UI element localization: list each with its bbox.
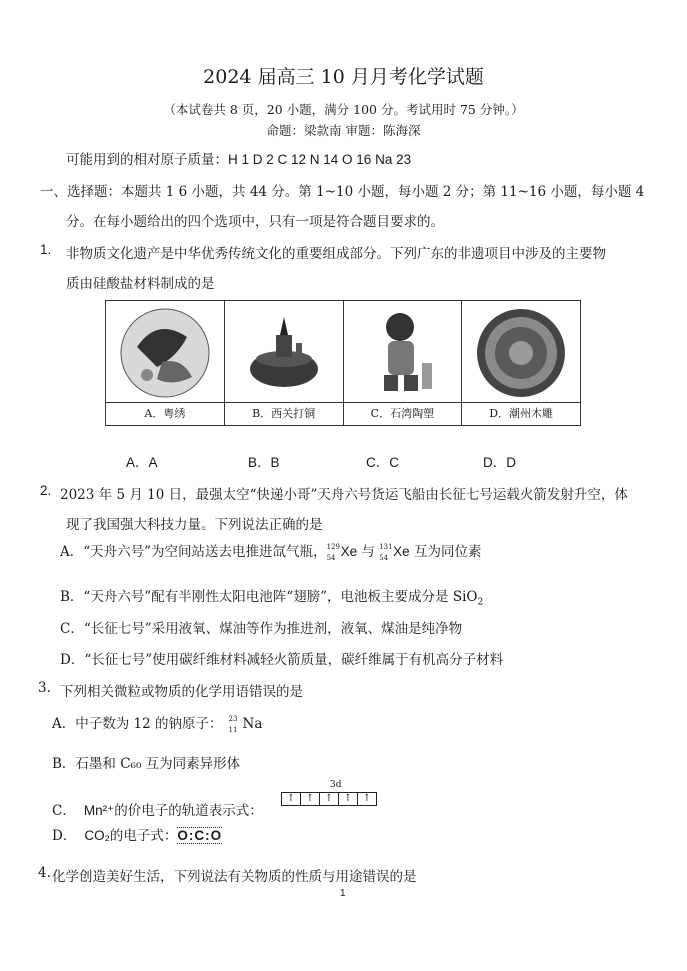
q1-caption-b: B．西关打铜 (225, 402, 343, 425)
q3-stem: 下列相关微粒或物质的化学用语错误的是 (60, 684, 303, 700)
embroidery-icon (117, 307, 213, 399)
orbital-box: ↑ (301, 793, 320, 805)
q3-option-a[interactable]: A．中子数为 12 的钠原子： 23 11 Na (52, 714, 263, 734)
q3-number: 3. (38, 680, 51, 696)
orbital-diagram (281, 792, 377, 806)
orbital-box: ↑ (339, 793, 358, 805)
q1-image-c (344, 301, 463, 425)
orbital-label: 3d (330, 780, 342, 790)
q2-number: 2. (40, 483, 52, 498)
section1-line2: 分。在每小题给出的四个选项中，只有一项是符合题目要求的。 (66, 214, 444, 230)
q1-option-b[interactable]: B．B (248, 455, 280, 470)
page-number: 1 (340, 888, 346, 899)
orbital-box: ↑ (320, 793, 339, 805)
q2-line1: 2023 年 5 月 10 日，最强太空“快递小哥”天舟六号货运飞船由长征七号运载火箭发射升空，体 (60, 487, 628, 503)
q1-caption-a: A．粤绣 (106, 402, 224, 425)
page-title: 2024 届高三 10 月月考化学试题 (203, 66, 484, 88)
q2-option-c[interactable]: C．“长征七号”采用液氧、煤油等作为推进剂，液氧、煤油是纯净物 (60, 621, 463, 637)
q1-option-d[interactable]: D．D (483, 455, 516, 470)
orbital-box: ↑ (282, 793, 301, 805)
q3-option-c[interactable]: C． Mn²⁺的价电子的轨道表示式： (52, 803, 263, 819)
q1-caption-d: D．潮州木雕 (462, 402, 580, 425)
q3-option-d[interactable]: D． CO₂的电子式：O:C:O (52, 828, 223, 844)
q4-number: 4. (38, 865, 51, 881)
atomic-mass-line: 可能用到的相对原子质量：H 1 D 2 C 12 N 14 O 16 Na 23 (66, 152, 412, 168)
q1-number: 1. (40, 242, 52, 257)
copper-vessel-icon (236, 307, 332, 399)
q2-option-a[interactable]: A．“天舟六号”为空间站送去电推进氙气瓶， 129 54 Xe 与 131 54 Xe 互为同位素 (60, 542, 482, 562)
q1-image-a (106, 301, 225, 425)
ceramic-figure-icon (354, 307, 450, 399)
q1-line2: 质由硅酸盐材料制成的是 (66, 276, 215, 292)
q1-option-a[interactable]: A．A (126, 455, 158, 470)
exam-note: （本试卷共 8 页，20 小题，满分 100 分。考试用时 75 分钟。） (163, 102, 524, 117)
orbital-box: ↑ (362, 793, 372, 804)
q1-image-table (105, 300, 581, 426)
q2-line2: 现了我国强大科技力量。下列说法正确的是 (66, 517, 323, 533)
wood-carving-icon (473, 307, 569, 399)
q4-stem: 化学创造美好生活，下列说法有关物质的性质与用途错误的是 (52, 869, 417, 885)
q2-option-b[interactable]: B．“天舟六号”配有半刚性太阳电池阵“翅膀”，电池板主要成分是 SiO$_2$ (60, 589, 484, 608)
section1-line1: 一、选择题：本题共 1 6 小题，共 44 分。第 1~10 小题，每小题 2 分；第 11~16 小题，每小题 4 (40, 184, 645, 200)
co2-electron-formula: O:C:O (177, 828, 223, 843)
q3-option-b[interactable]: B．石墨和 C₆₀ 互为同素异形体 (52, 756, 241, 772)
q1-caption-c: C．石湾陶塑 (344, 402, 462, 425)
exam-authors: 命题：梁款南 审题：陈海深 (266, 123, 421, 138)
q1-line1: 非物质文化遗产是中华优秀传统文化的重要组成部分。下列广东的非遗项目中涉及的主要物 (66, 246, 606, 262)
q2-option-d[interactable]: D．“长征七号”使用碳纤维材料减轻火箭质量，碳纤维属于有机高分子材料 (60, 652, 504, 668)
q1-image-b (225, 301, 344, 425)
q1-option-c[interactable]: C．C (366, 455, 399, 470)
q1-image-d (462, 301, 580, 425)
